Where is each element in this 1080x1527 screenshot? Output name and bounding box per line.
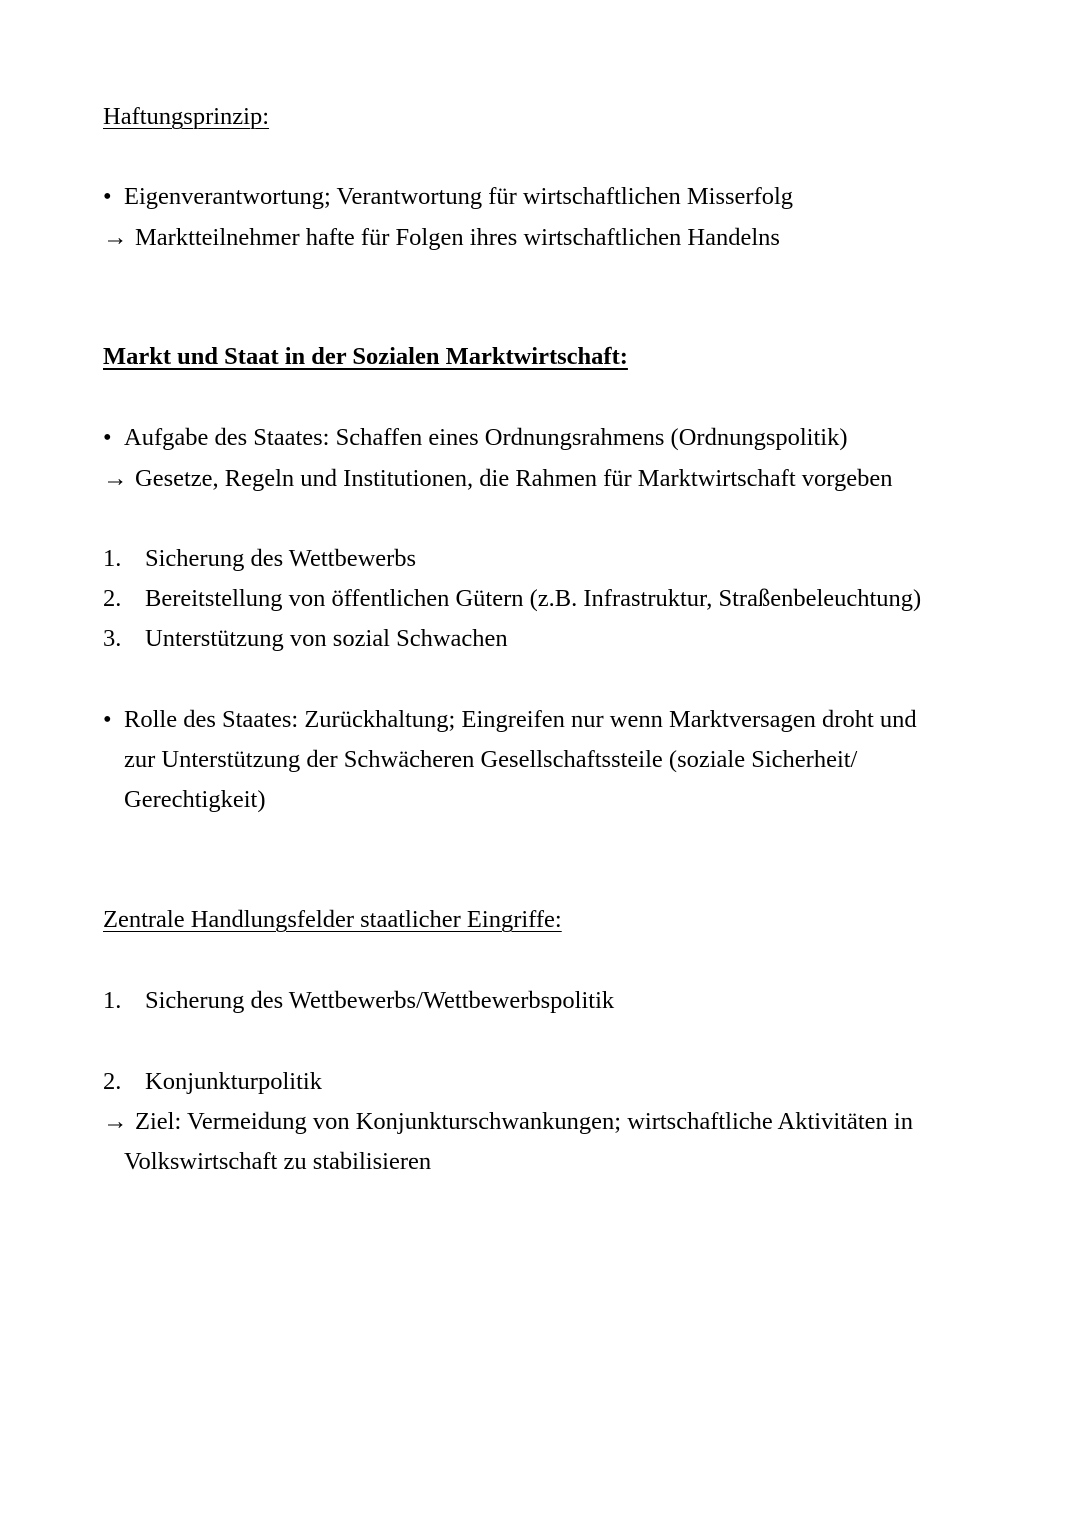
heading-markt-und-staat: Markt und Staat in der Sozialen Marktwirtschaft: [103,343,628,370]
heading-zentrale-handlungsfelder: Zentrale Handlungsfelder staatlicher Eingriffe: [103,906,562,933]
list-text: Sicherung des Wettbewerbs [145,545,417,572]
arrow-text: Ziel: Vermeidung von Konjunkturschwankungen; wirtschaftliche Aktivitäten in [135,1108,913,1135]
heading-haftungsprinzip: Haftungsprinzip: [103,103,270,130]
list-text: Bereitstellung von öffentlichen Gütern (z.B. Infrastruktur, Straßenbeleuchtung) [145,585,922,612]
list-number: 2. [103,585,122,612]
arrow-right-icon: → [103,1108,128,1135]
list-text: Konjunkturpolitik [145,1068,322,1095]
bullet-icon: • [103,424,112,451]
bullet-icon: • [103,706,112,733]
arrow-right-icon: → [103,465,128,492]
list-number: 1. [103,987,122,1014]
arrow-text-line: Volkswirtschaft zu stabilisieren [124,1148,432,1175]
list-number: 3. [103,625,122,652]
bullet-text-line: Gerechtigkeit) [124,786,266,813]
bullet-text: Rolle des Staates: Zurückhaltung; Eingreifen nur wenn Marktversagen droht und [124,706,917,733]
bullet-icon: • [103,183,112,210]
list-text: Unterstützung von sozial Schwachen [145,625,508,652]
arrow-text: Gesetze, Regeln und Institutionen, die Rahmen für Marktwirtschaft vorgeben [135,465,893,492]
bullet-text-line: zur Unterstützung der Schwächeren Gesellschaftssteile (soziale Sicherheit/ [124,746,858,773]
list-number: 2. [103,1068,122,1095]
list-number: 1. [103,545,122,572]
arrow-right-icon: → [103,224,128,251]
bullet-text: Aufgabe des Staates: Schaffen eines Ordnungsrahmens (Ordnungspolitik) [124,424,848,451]
bullet-text: Eigenverantwortung; Verantwortung für wirtschaftlichen Misserfolg [124,183,794,210]
arrow-text: Marktteilnehmer hafte für Folgen ihres wirtschaftlichen Handelns [135,224,780,251]
list-text: Sicherung des Wettbewerbs/Wettbewerbspolitik [145,987,615,1014]
